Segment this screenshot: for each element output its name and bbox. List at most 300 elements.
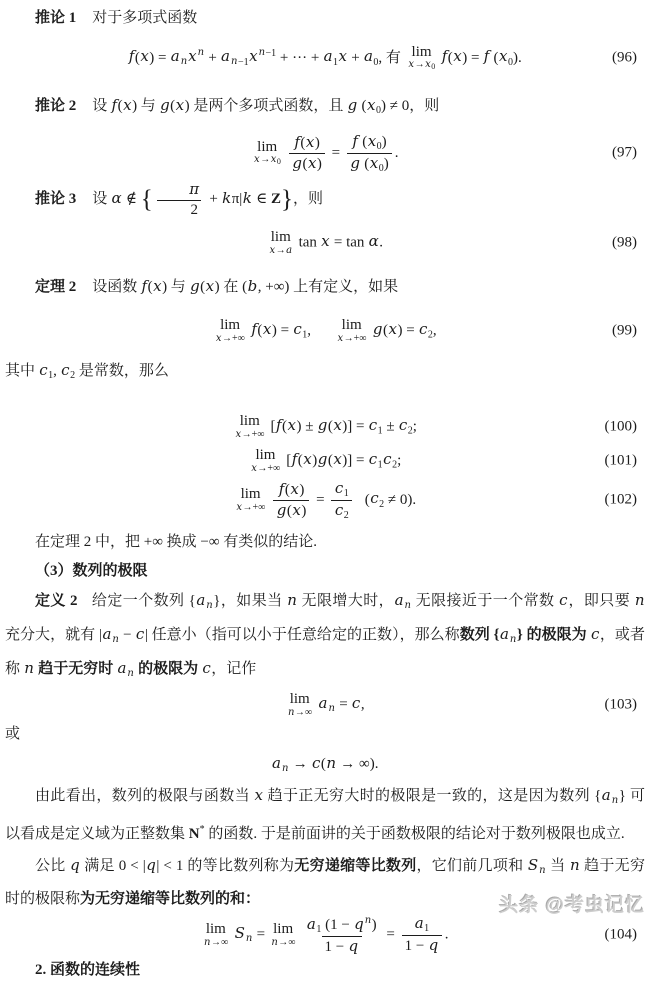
subscript — [611, 795, 618, 806]
text: ) = — [149, 49, 171, 66]
math-variable: n — [539, 865, 546, 876]
text: ) = — [271, 322, 293, 339]
equation-number: (102) — [604, 491, 637, 508]
bold-text: 趋于无穷时 — [38, 661, 117, 677]
math-variable: x — [269, 244, 276, 256]
text: tan — [298, 234, 321, 251]
formula-math — [285, 692, 364, 718]
fraction-numerator — [303, 915, 379, 936]
math-variable: π — [189, 180, 200, 198]
text: 给定一个数列 { — [91, 593, 196, 609]
text: ，即只要 — [568, 593, 635, 609]
text: ( — [117, 98, 123, 114]
text: → — [288, 756, 312, 772]
math-variable: f — [294, 133, 300, 151]
text: = — [327, 144, 344, 161]
math-variable: n — [611, 795, 619, 806]
text: ( — [297, 452, 303, 469]
text: 1 — [424, 923, 430, 935]
text: 2 — [190, 201, 198, 218]
math-variable: x — [453, 47, 462, 66]
limit-subscript — [204, 938, 229, 948]
formula-101 — [5, 446, 645, 476]
text: 0 — [378, 162, 384, 174]
math-variable: n — [287, 706, 295, 718]
math-variable: x — [338, 47, 347, 66]
limit-subscript — [287, 708, 312, 718]
text: 0 — [507, 56, 513, 68]
subscript — [245, 933, 252, 944]
text: ( — [170, 98, 176, 114]
text: 0 — [373, 56, 379, 68]
text: ( — [357, 98, 367, 114]
bold-text: 推论 2 — [35, 98, 77, 114]
formula-104 — [5, 914, 645, 956]
fraction-denominator — [402, 935, 442, 955]
math-variable: x — [140, 47, 149, 66]
text: = — [335, 696, 352, 713]
math-variable: x — [215, 332, 222, 344]
text: ( — [320, 756, 326, 772]
text: 0 — [376, 140, 382, 152]
text: ( — [200, 279, 206, 295]
infinity-remark-para — [5, 781, 645, 849]
math-variable: q — [348, 936, 359, 955]
math-variable: g — [350, 153, 360, 172]
formula-math — [234, 480, 416, 521]
fraction-numerator — [411, 915, 432, 935]
math-variable: n — [569, 856, 580, 874]
brace: } — [281, 186, 293, 213]
text: ( — [364, 491, 370, 508]
text: 1 — [343, 487, 349, 499]
text: , +∞) 上有定义，如果 — [257, 279, 399, 295]
math-variable: x — [153, 277, 162, 295]
text: ) ± — [296, 418, 318, 435]
equation-number: (104) — [604, 926, 637, 943]
equation-number: (99) — [612, 322, 637, 339]
text: 充分大，就有 | — [5, 627, 102, 643]
formula-math — [272, 754, 379, 774]
text: )] = — [342, 452, 369, 469]
math-variable: x — [307, 153, 317, 172]
math-variable: a — [102, 625, 112, 643]
text: 2 — [379, 498, 385, 510]
text: , — [307, 322, 311, 339]
text: →∞ — [210, 936, 229, 948]
math-variable: n — [287, 591, 297, 609]
text: ) ≠ 0，则 — [380, 98, 440, 114]
text: 无限接近于一个常数 — [411, 593, 559, 609]
math-variable: x — [188, 47, 197, 66]
text: ( — [284, 482, 290, 498]
text: 趋于无穷时的极限称 — [5, 858, 645, 907]
math-variable: S — [527, 856, 539, 874]
text: (1 − — [321, 916, 354, 933]
fraction-denominator — [273, 500, 309, 520]
formula-math — [252, 133, 399, 174]
text: π| — [231, 190, 243, 207]
math-variable: a — [196, 591, 206, 609]
document-page — [0, 4, 655, 985]
math-variable: x — [292, 500, 301, 519]
subscript — [424, 923, 429, 934]
text: − — [119, 627, 136, 643]
bold-text: 推论 3 — [35, 190, 77, 207]
text: ) 与 — [132, 98, 160, 114]
bold-text: 数列 { — [459, 627, 500, 643]
math-variable: b — [247, 277, 258, 295]
subscript — [378, 459, 383, 470]
formula-math — [128, 45, 521, 72]
math-variable: c — [334, 478, 344, 497]
subscript — [344, 488, 349, 499]
bold-text: 无穷递缩等比数列 — [294, 858, 417, 874]
text: | < 1 的等比数列称为 — [156, 858, 295, 874]
limit-subscript — [215, 334, 244, 344]
math-variable: x — [333, 416, 342, 435]
corollary-1-para — [5, 4, 645, 33]
text: . — [394, 144, 399, 161]
fraction-numerator — [291, 134, 323, 153]
text: ) — [371, 916, 377, 933]
limit-word: lim — [341, 317, 362, 334]
text: 0 — [375, 105, 381, 116]
text: 其中 — [5, 363, 39, 379]
formula-math — [249, 448, 401, 474]
math-variable: q — [428, 936, 439, 955]
math-variable: x — [251, 462, 257, 474]
text: ) — [383, 155, 389, 172]
watermark: 头条 @考虫记忆 — [499, 895, 645, 916]
text: ) 在 ( — [214, 279, 248, 295]
math-variable: x — [367, 131, 377, 150]
text: 设 — [92, 98, 112, 114]
sequence-arrow-formula — [5, 749, 645, 779]
fraction — [331, 480, 351, 521]
text: 无限增大时， — [297, 593, 395, 609]
superscript — [258, 47, 276, 58]
fraction-numerator — [331, 480, 351, 500]
math-variable: a — [272, 754, 281, 772]
limit-operator — [215, 318, 244, 344]
math-variable: n — [112, 634, 119, 645]
math-variable: c — [418, 320, 428, 339]
math-variable: x — [333, 450, 342, 469]
text: ，它们前几项和 — [416, 858, 528, 874]
text: ) = — [397, 322, 419, 339]
text: ，或者称 — [5, 627, 645, 677]
text: ( — [489, 49, 499, 66]
text: ) — [312, 452, 318, 469]
text: 1 — [333, 56, 339, 68]
text: 0 — [431, 62, 436, 72]
text: →∞ — [294, 706, 313, 718]
math-variable: a — [601, 786, 611, 804]
math-variable: n — [326, 754, 337, 772]
text: ∉ — [122, 190, 141, 207]
text: ) — [381, 133, 387, 150]
fraction-numerator — [349, 133, 390, 153]
text: →+∞ — [241, 428, 265, 440]
fraction-numerator — [275, 481, 307, 500]
math-variable: g — [160, 96, 170, 114]
text: }，如果当 — [213, 593, 287, 609]
corollary-3-para — [5, 181, 645, 218]
math-variable: n — [328, 703, 335, 715]
limit-operator — [287, 692, 312, 718]
equation-number: (97) — [612, 144, 637, 161]
fraction — [289, 134, 325, 172]
math-variable: n — [245, 933, 253, 945]
formula-math — [267, 230, 383, 256]
text: 是常数，那么 — [75, 363, 169, 379]
bold-text: 的极限为 — [134, 661, 202, 677]
math-variable: α — [111, 188, 122, 207]
text: + — [205, 190, 222, 207]
math-variable: x — [369, 153, 379, 172]
text: →+∞ — [343, 332, 367, 344]
limit-operator — [235, 414, 264, 440]
math-variable: c — [590, 625, 600, 643]
limit-operator — [408, 45, 435, 72]
math-variable: a — [221, 47, 230, 66]
theorem2-remark-para — [5, 528, 645, 557]
text: 趋于正无穷大时的极限是一致的，这是因为数列 { — [263, 788, 602, 804]
math-variable: S — [234, 924, 245, 943]
bold-text: 2. 函数的连续性 — [35, 962, 141, 978]
math-variable: a — [394, 591, 404, 609]
text: ≠ 0). — [384, 491, 417, 508]
text: 0 — [276, 157, 281, 167]
text: 1 — [377, 459, 383, 471]
math-variable: a — [286, 244, 293, 256]
text: 1 — [377, 425, 383, 437]
text: 满足 0 < | — [80, 858, 146, 874]
text: + ··· + — [276, 49, 324, 66]
math-variable: x — [499, 47, 508, 66]
text: ( — [327, 452, 333, 469]
text: ± — [382, 418, 399, 435]
text: 1 — [302, 329, 308, 341]
fraction — [402, 915, 442, 955]
limit-word: lim — [411, 43, 432, 60]
math-variable: c — [368, 416, 378, 435]
limit-operator — [251, 448, 280, 474]
text: 设函数 — [92, 279, 142, 295]
text: ( — [300, 135, 306, 151]
text: ( — [286, 502, 292, 519]
math-variable: k — [222, 188, 232, 207]
text: ( — [302, 155, 308, 172]
bold-text: 推论 1 — [35, 10, 77, 26]
text: ( — [383, 322, 388, 339]
math-variable: g — [317, 416, 328, 435]
subscript — [277, 157, 281, 166]
formula-103 — [5, 690, 645, 720]
limit-word: lim — [239, 413, 260, 430]
text: ( — [134, 49, 140, 66]
text: 2 — [427, 329, 433, 341]
math-variable: a — [306, 914, 316, 933]
limit-subscript — [408, 60, 435, 71]
math-variable: c — [351, 694, 361, 713]
text: . — [379, 234, 384, 251]
subscript — [180, 56, 187, 67]
fraction — [303, 915, 379, 956]
math-variable: α — [368, 232, 379, 251]
brace: { — [140, 186, 153, 213]
limit-word: lim — [220, 317, 241, 334]
math-variable: x — [425, 59, 431, 71]
math-variable: f — [141, 277, 148, 295]
math-variable: x — [235, 428, 242, 440]
math-variable: n — [204, 936, 211, 948]
text: = tan — [330, 234, 369, 251]
sequence-limit-heading — [5, 557, 645, 586]
limit-word: lim — [240, 486, 261, 503]
math-variable: c — [61, 361, 70, 379]
text: 2 — [392, 459, 398, 471]
text: )] = — [342, 418, 369, 435]
math-variable: f — [483, 47, 490, 66]
text: ∈ — [252, 190, 271, 207]
math-variable: c — [135, 625, 145, 643]
text: 2 — [70, 370, 76, 381]
constants-note-para — [5, 356, 645, 390]
text: ) 与 — [162, 279, 190, 295]
math-variable: n — [206, 600, 213, 611]
document-body — [0, 4, 655, 985]
subscript — [231, 56, 249, 67]
text: →+∞ — [222, 332, 245, 344]
text: 对于多项式函数 — [92, 10, 198, 26]
math-variable: n — [180, 56, 188, 68]
limit-subscript — [235, 430, 264, 440]
formula-math — [233, 414, 417, 440]
math-variable: x — [254, 154, 260, 166]
limit-word: lim — [273, 921, 294, 938]
math-variable: g — [292, 153, 302, 172]
math-variable: f — [251, 320, 257, 339]
text: → — [414, 59, 425, 71]
math-variable: x — [205, 277, 215, 295]
text: ) — [299, 482, 305, 498]
formula-100 — [5, 412, 645, 442]
math-variable: x — [303, 450, 312, 469]
math-variable: n — [271, 936, 278, 948]
math-variable: f — [278, 480, 285, 498]
math-variable: x — [262, 320, 272, 339]
math-variable: c — [398, 416, 408, 435]
limit-word: lim — [255, 447, 276, 464]
math-variable: c — [202, 659, 211, 677]
math-variable: x — [408, 59, 415, 71]
math-variable: f — [111, 96, 118, 114]
math-variable: f — [441, 47, 448, 66]
text: 设 — [92, 190, 112, 207]
text: 的函数. 于是前面讲的关于函数极限的结论对于数列极限也成立. — [204, 826, 625, 842]
formula-96 — [5, 43, 645, 73]
math-variable: n — [127, 668, 134, 679]
subscript — [539, 865, 546, 876]
text: 1 − — [324, 938, 348, 955]
or-para — [5, 720, 645, 749]
fraction-denominator — [322, 936, 362, 956]
text: = — [382, 926, 399, 943]
limit-subscript — [236, 503, 265, 513]
fraction — [347, 133, 392, 174]
math-variable: x — [175, 96, 185, 114]
math-variable: k — [242, 188, 252, 207]
text: ( — [257, 322, 263, 339]
math-variable: a — [414, 914, 424, 933]
fraction — [156, 181, 203, 218]
math-variable: x — [367, 96, 376, 114]
bold-text: 定理 2 — [35, 279, 77, 295]
math-variable: c — [293, 320, 302, 339]
text: ; — [397, 452, 402, 469]
text: → — [260, 154, 271, 166]
math-variable: x — [305, 133, 315, 151]
text: + — [347, 49, 364, 66]
math-variable: a — [499, 625, 509, 643]
text: ). — [512, 49, 522, 66]
text: } 可以看成是定义域为正整数集 — [5, 788, 646, 842]
math-variable: n — [258, 47, 266, 59]
text: ) — [301, 502, 307, 519]
math-variable: c — [383, 450, 392, 469]
text: −1 — [237, 56, 249, 68]
math-variable: c — [334, 500, 344, 519]
text: , — [432, 322, 437, 339]
text: | 任意小（指可以小于任意给定的正数），那么称 — [144, 627, 460, 643]
math-variable: f — [352, 131, 358, 150]
limit-operator — [254, 140, 281, 167]
math-variable: f — [128, 47, 135, 66]
text: ( — [358, 133, 368, 150]
formula-math — [202, 915, 449, 956]
text: ，记作 — [211, 661, 257, 677]
text: * — [199, 824, 205, 835]
fraction — [273, 481, 309, 519]
subscript — [344, 510, 349, 521]
superscript — [364, 915, 371, 926]
math-variable: x — [321, 232, 330, 251]
text: →+∞ — [242, 501, 266, 513]
bold-text: 定义 2 — [35, 593, 78, 609]
text: = — [252, 926, 269, 943]
text: ( — [147, 279, 153, 295]
math-variable: c — [39, 361, 48, 379]
math-variable: a — [318, 694, 328, 713]
text: ( — [447, 49, 453, 66]
text: ( — [282, 418, 288, 435]
bold-text: Z — [270, 190, 281, 207]
text: → — [275, 244, 286, 256]
limit-word: lim — [205, 921, 226, 938]
math-variable: c — [559, 591, 568, 609]
bold-text: （3）数列的极限 — [35, 563, 148, 579]
math-variable: n — [197, 47, 205, 59]
math-variable: g — [347, 96, 358, 114]
subscript — [431, 62, 435, 71]
equation-number: (101) — [604, 452, 637, 469]
text: −1 — [265, 47, 277, 59]
theorem-2-para — [5, 272, 645, 302]
text: ) = — [462, 49, 484, 66]
formula-99 — [5, 316, 645, 346]
